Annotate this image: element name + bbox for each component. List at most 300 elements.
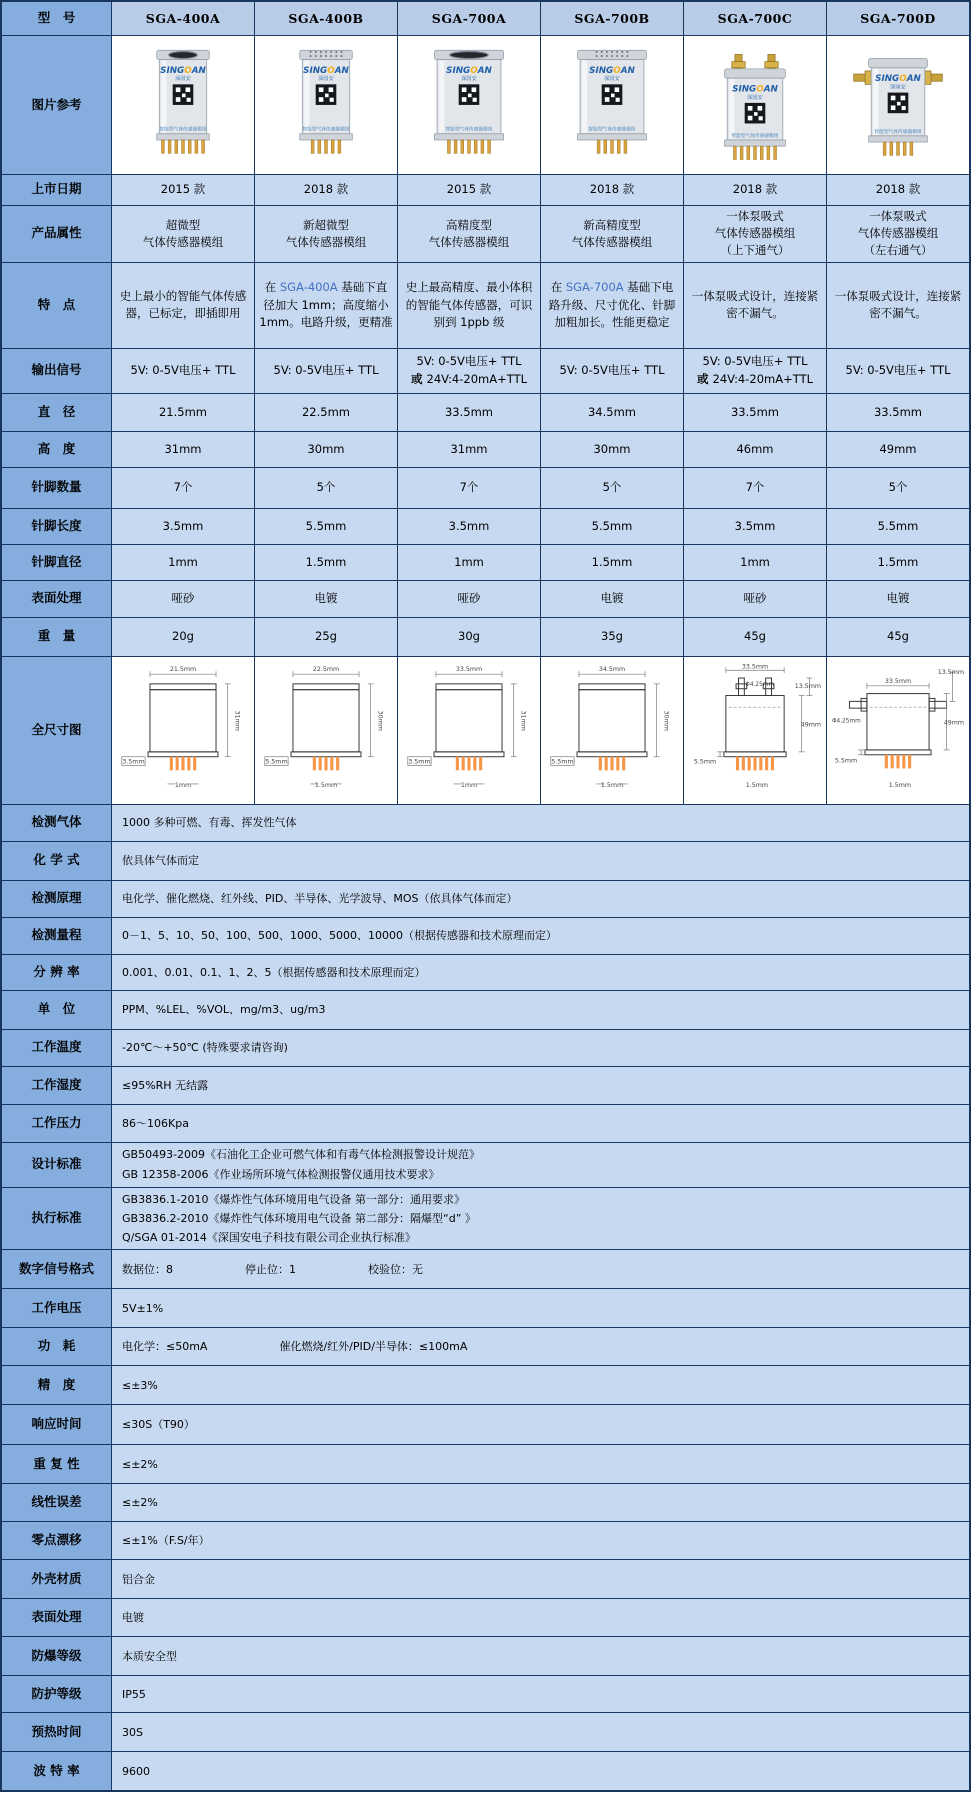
text-segment: 新超微型 — [303, 217, 349, 232]
cell-diameter-sga-700c — [684, 394, 827, 431]
row-accuracy — [2, 1366, 969, 1405]
text-segment: 哑砂 — [743, 591, 767, 605]
cell-pin-diameter-sga-700c — [684, 545, 827, 580]
text-segment: 或 — [696, 371, 713, 386]
cell-line — [846, 362, 951, 379]
cell-diameter-sga-400a — [112, 394, 255, 431]
value-resolution — [112, 955, 969, 990]
cell-line — [122, 1762, 150, 1781]
cell-line — [174, 479, 193, 496]
cell-line — [122, 926, 557, 945]
cell-line — [560, 362, 665, 379]
row-label-working-temperature — [2, 1030, 112, 1066]
cell-line — [688, 288, 822, 323]
svg-text:49mm: 49mm — [943, 719, 965, 727]
row-label-surface-treatment-6 — [2, 581, 112, 617]
row-label-text: 输出信号 — [31, 362, 82, 378]
cell-line — [122, 1299, 163, 1318]
dimension-diagram-sga-700d — [827, 657, 969, 804]
row-zero-drift — [2, 1522, 969, 1560]
cell-line — [592, 518, 633, 535]
cell-diameter-sga-400b — [255, 394, 398, 431]
cell-line — [286, 234, 367, 251]
text-segment: 7个 — [459, 480, 479, 494]
text-segment: 催化燃烧/红外/PID/半导体：≤100mA — [279, 1340, 468, 1354]
cell-line — [122, 1038, 288, 1057]
row-explosion-proof-grade — [2, 1637, 969, 1676]
row-digital-signal-format — [2, 1250, 969, 1289]
text-segment: 5V: 0-5V电压+ TTL — [559, 363, 665, 377]
row-preheat-time — [2, 1713, 969, 1752]
cell-line — [303, 217, 349, 234]
row-label-linearity-error — [2, 1484, 112, 1521]
svg-text:智能型气体传感器模组: 智能型气体传感器模组 — [302, 127, 350, 133]
text-segment: 2015 款 — [446, 182, 492, 197]
text-segment: 铝合金 — [122, 1572, 155, 1586]
row-surface-treatment-6 — [2, 581, 969, 618]
row-label-launch-date — [2, 175, 112, 205]
row-label-diameter — [2, 394, 112, 431]
cell-line — [592, 554, 633, 571]
value-zero-drift — [112, 1522, 969, 1559]
svg-text:34.5mm: 34.5mm — [598, 665, 626, 673]
cell-output-signal-sga-700b — [541, 349, 684, 393]
text-segment: 33.5mm — [444, 404, 493, 419]
row-label-protection-grade — [2, 1676, 112, 1712]
cell-product-attribute-sga-400a — [112, 206, 255, 262]
cell-line — [740, 554, 770, 571]
cell-product-attribute-sga-700c — [684, 206, 827, 262]
cell-line — [122, 1337, 467, 1356]
text-segment: 2015 款 — [160, 182, 206, 197]
cell-weight-sga-700d — [827, 618, 969, 656]
cell-weight-sga-400a — [112, 618, 255, 656]
value-working-voltage — [112, 1289, 969, 1327]
model-header-sga-400a: SGA-400A — [112, 2, 255, 35]
cell-output-signal-sga-700d — [827, 349, 969, 393]
cell-line — [460, 479, 479, 496]
cell-line — [317, 479, 336, 496]
row-label-zero-drift — [2, 1522, 112, 1559]
cell-features-sga-700c — [684, 263, 827, 348]
text-segment: （左右通气） — [863, 243, 933, 258]
text-segment: 2018 款 — [732, 182, 778, 197]
svg-text:1mm: 1mm — [460, 781, 478, 789]
value-unit — [112, 991, 969, 1029]
row-label-accuracy — [2, 1366, 112, 1404]
svg-text:1.5mm: 1.5mm — [745, 781, 769, 789]
text-segment: ≤±2% — [122, 1496, 158, 1510]
row-label-text: 预热时间 — [31, 1723, 82, 1739]
value-digital-signal-format — [112, 1250, 969, 1288]
row-label-preheat-time — [2, 1713, 112, 1751]
text-segment: ≤±1%（F.S/年） — [122, 1534, 210, 1548]
svg-text:深国安: 深国安 — [747, 94, 763, 101]
cell-line — [274, 362, 379, 379]
cell-line — [122, 1190, 465, 1209]
cell-line — [122, 813, 297, 832]
row-label-detect-range — [2, 918, 112, 954]
cell-line — [458, 590, 481, 607]
text-segment: 5个 — [888, 480, 908, 494]
dimension-drawing — [830, 660, 966, 801]
text-segment: 气体传感器模组 — [857, 226, 939, 241]
text-segment: 停止位：1 — [245, 1262, 296, 1276]
row-label-features — [2, 263, 112, 348]
model-header-sga-700c: SGA-700C — [684, 2, 827, 35]
cell-product-attribute-sga-700b — [541, 206, 684, 262]
value-response-time — [112, 1405, 969, 1444]
text-segment: 在 — [550, 280, 566, 295]
text-segment: 2018 款 — [875, 182, 921, 197]
svg-text:33.5mm: 33.5mm — [884, 677, 912, 685]
cell-line — [572, 234, 653, 251]
row-label-detect-gas — [2, 805, 112, 841]
cell-line — [731, 404, 779, 421]
text-segment: 24V:4-20mA+TTL — [426, 371, 527, 386]
cell-features-sga-700b — [541, 263, 684, 348]
row-label-text: 精 度 — [37, 1376, 76, 1392]
text-segment: 哑砂 — [171, 591, 195, 605]
cell-line — [402, 279, 536, 331]
value-chemical-formula — [112, 842, 969, 880]
row-label-text: 响应时间 — [31, 1416, 82, 1432]
text-segment: 30mm — [593, 441, 631, 456]
svg-text:智能型气体传感器模组: 智能型气体传感器模组 — [874, 129, 922, 135]
text-segment: GB3836.2-2010《爆炸性气体环境用电气设备 第二部分：隔爆型“d” 》 — [122, 1211, 476, 1225]
text-segment: 30mm — [307, 441, 345, 456]
cell-line — [715, 225, 796, 242]
cell-line — [172, 628, 194, 645]
text-segment: 新高精度型 — [583, 217, 641, 232]
value-detect-principle — [112, 881, 969, 917]
cell-line — [864, 242, 933, 259]
cell-line — [302, 404, 350, 421]
value-surface-treatment — [112, 1599, 969, 1636]
row-label-text: 分 辨 率 — [33, 963, 80, 979]
product-photo-illustration — [258, 39, 394, 171]
svg-text:1.5mm: 1.5mm — [314, 781, 338, 789]
cell-line — [122, 1260, 423, 1279]
row-label-digital-signal-format — [2, 1250, 112, 1288]
row-label-text: 上市日期 — [31, 181, 82, 197]
cell-line — [122, 1608, 144, 1627]
row-label-text: 全尺寸图 — [31, 721, 82, 737]
cell-line — [143, 234, 224, 251]
text-segment: 电化学：≤50mA — [122, 1340, 208, 1354]
row-label-pin-diameter — [2, 545, 112, 580]
dimension-diagram-sga-400a — [112, 657, 255, 804]
row-label-baud-rate — [2, 1752, 112, 1790]
text-segment: 86～106Kpa — [122, 1116, 189, 1130]
svg-text:智能型气体传感器模组: 智能型气体传感器模组 — [588, 127, 636, 133]
cell-line — [697, 371, 813, 388]
text-segment: ≤95%RH 无结露 — [122, 1078, 209, 1092]
cell-line — [122, 1493, 158, 1512]
text-segment: 或 — [410, 371, 427, 386]
row-working-voltage — [2, 1289, 969, 1328]
svg-text:3.5mm: 3.5mm — [122, 758, 145, 766]
row-label-text: 针脚长度 — [31, 517, 82, 533]
cell-launch-date-sga-400b — [255, 175, 398, 205]
text-segment: 高精度型 — [446, 217, 492, 232]
row-label-text: 工作压力 — [31, 1114, 82, 1130]
text-segment: Q/SGA 01-2014《深国安电子科技有限公司企业执行标准》 — [122, 1231, 416, 1245]
row-label-text: 零点漂移 — [31, 1532, 82, 1548]
cell-line — [417, 353, 522, 370]
cell-pin-diameter-sga-700b — [541, 545, 684, 580]
text-segment: 数据位：8 — [122, 1262, 173, 1276]
row-label-product-attribute — [2, 206, 112, 262]
value-power-consumption — [112, 1328, 969, 1365]
svg-text:5.5mm: 5.5mm — [834, 757, 858, 765]
value-detect-gas — [112, 805, 969, 841]
svg-text:5.5mm: 5.5mm — [693, 758, 717, 766]
cell-surface-treatment-6-sga-700c — [684, 581, 827, 617]
text-segment: 7个 — [173, 480, 193, 494]
text-segment: 45g — [744, 629, 766, 643]
product-photo-illustration — [115, 39, 251, 171]
cell-diameter-sga-700b — [541, 394, 684, 431]
svg-text:SINGOAN: SINGOAN — [875, 74, 921, 85]
text-segment: 31mm — [450, 441, 488, 456]
row-label-pin-length — [2, 509, 112, 544]
cell-line — [703, 353, 808, 370]
cell-height-sga-400a — [112, 432, 255, 467]
svg-text:5.5mm: 5.5mm — [551, 758, 574, 766]
cell-line — [122, 963, 425, 982]
text-segment: 5.5mm — [305, 518, 347, 533]
cell-line — [131, 362, 236, 379]
cell-line — [122, 1647, 177, 1666]
cell-features-sga-700a — [398, 263, 541, 348]
cell-product-attribute-sga-400b — [255, 206, 398, 262]
dimension-diagram-sga-700b — [541, 657, 684, 804]
cell-height-sga-700c — [684, 432, 827, 467]
text-segment: 气体传感器模组 — [571, 234, 653, 249]
text-segment: （上下通气） — [720, 243, 790, 258]
cell-pin-count-sga-400b — [255, 468, 398, 508]
cell-line — [736, 441, 773, 458]
text-segment: 35g — [601, 629, 623, 643]
cell-line — [122, 889, 517, 908]
row-label-text: 表面处理 — [31, 590, 82, 606]
dimension-drawing — [687, 660, 823, 801]
cell-weight-sga-400b — [255, 618, 398, 656]
text-segment: 哑砂 — [457, 591, 481, 605]
row-label-execution-standard — [2, 1188, 112, 1250]
row-weight — [2, 618, 969, 657]
row-diameter — [2, 394, 969, 432]
cell-diameter-sga-700a — [398, 394, 541, 431]
cell-line — [122, 1415, 195, 1434]
cell-line — [122, 1228, 416, 1247]
row-working-temperature — [2, 1030, 969, 1067]
cell-line — [447, 181, 491, 198]
cell-line — [168, 554, 198, 571]
text-segment: 气体传感器模组 — [714, 226, 796, 241]
value-explosion-proof-grade — [112, 1637, 969, 1675]
text-segment: GB50493-2009《石油化工企业可燃气体和有毒气体检测报警设计规范》 — [122, 1148, 481, 1162]
product-photo-sga-700a — [398, 36, 541, 174]
value-accuracy — [112, 1366, 969, 1404]
row-working-pressure — [2, 1105, 969, 1143]
cell-line — [878, 518, 919, 535]
row-label-response-time — [2, 1405, 112, 1444]
cell-line — [172, 590, 195, 607]
cell-output-signal-sga-400b — [255, 349, 398, 393]
row-label-text: 针脚直径 — [31, 553, 82, 569]
cell-line — [122, 1376, 158, 1395]
text-segment: 本质安全型 — [122, 1649, 177, 1663]
cell-launch-date-sga-700d — [827, 175, 969, 205]
text-segment: 0－1、5、10、50、100、500、1000、5000、10000（根据传感器和技术原理而定） — [122, 929, 557, 942]
row-label-working-voltage — [2, 1289, 112, 1327]
cell-features-sga-700d — [827, 263, 969, 348]
svg-text:30mm: 30mm — [662, 710, 670, 731]
cell-launch-date-sga-700a — [398, 175, 541, 205]
cell-line — [869, 208, 927, 225]
value-working-pressure — [112, 1105, 969, 1142]
cell-pin-diameter-sga-400b — [255, 545, 398, 580]
cell-line — [122, 1145, 480, 1164]
svg-text:深国安: 深国安 — [318, 76, 334, 83]
cell-weight-sga-700c — [684, 618, 827, 656]
row-label-output-signal — [2, 349, 112, 393]
text-segment: 基础下直径加大 1mm；高度缩小 1mm。电路升级，更精准 — [259, 280, 393, 329]
text-segment: SGA-700A — [565, 280, 624, 295]
row-image-reference — [2, 36, 969, 175]
svg-text:1mm: 1mm — [174, 781, 192, 789]
cell-line — [887, 628, 909, 645]
text-segment: 22.5mm — [301, 404, 350, 419]
cell-line — [588, 404, 636, 421]
value-working-temperature — [112, 1030, 969, 1066]
row-model-header — [2, 2, 969, 36]
text-segment: 依具体气体而定 — [122, 854, 199, 867]
text-segment: 一体泵吸式 — [726, 208, 784, 223]
cell-line — [876, 181, 920, 198]
svg-text:33.5mm: 33.5mm — [741, 662, 769, 670]
model-header-sga-700d: SGA-700D — [827, 2, 969, 35]
svg-text:33.5mm: 33.5mm — [455, 665, 483, 673]
svg-text:5.5mm: 5.5mm — [265, 758, 288, 766]
text-segment: 33.5mm — [730, 404, 779, 419]
svg-text:SINGOAN: SINGOAN — [303, 65, 349, 76]
product-photo-illustration — [544, 39, 680, 171]
text-segment: 5.5mm — [591, 518, 633, 533]
svg-text:智能型气体传感器模组: 智能型气体传感器模组 — [445, 127, 493, 133]
text-segment: 25g — [315, 629, 337, 643]
product-photo-sga-700b — [541, 36, 684, 174]
text-segment: PPM、%LEL、%VOL、mg/m3、ug/m3 — [122, 1003, 326, 1016]
row-unit — [2, 991, 969, 1030]
cell-height-sga-700b — [541, 432, 684, 467]
row-label-text: 化 学 式 — [33, 852, 80, 868]
svg-text:Φ4.25mm: Φ4.25mm — [831, 718, 861, 725]
row-shell-material — [2, 1560, 969, 1599]
text-segment: 46mm — [736, 441, 774, 456]
row-linearity-error — [2, 1484, 969, 1522]
svg-text:31mm: 31mm — [233, 710, 241, 731]
cell-pin-diameter-sga-700d — [827, 545, 969, 580]
text-segment: 在 — [264, 280, 280, 295]
text-segment: 33.5mm — [873, 404, 922, 419]
row-label-text: 型 号 — [37, 10, 76, 26]
cell-line — [122, 851, 199, 870]
svg-text:Φ4.25mm: Φ4.25mm — [745, 681, 775, 688]
text-segment: 电化学、催化燃烧、红外线、PID、半导体、光学波导、MOS（依具体气体而定） — [122, 892, 518, 905]
text-segment: 5个 — [602, 480, 622, 494]
text-segment: 20g — [172, 629, 194, 643]
dimension-drawing — [544, 660, 680, 801]
cell-pin-diameter-sga-700a — [398, 545, 541, 580]
row-label-chemical-formula — [2, 842, 112, 880]
row-label-text: 检测气体 — [31, 814, 82, 830]
row-label-text: 单 位 — [37, 1001, 76, 1017]
text-segment: 5V: 0-5V电压+ TTL — [845, 363, 951, 377]
cell-line — [307, 441, 344, 458]
text-segment: GB 12358-2006《作业场所环境气体检测报警仪通用技术要求》 — [122, 1167, 440, 1181]
text-segment: 电镀 — [886, 591, 910, 605]
cell-line — [726, 208, 784, 225]
svg-text:31mm: 31mm — [519, 710, 527, 731]
row-label-text: 针脚数量 — [31, 479, 82, 495]
cell-surface-treatment-6-sga-400b — [255, 581, 398, 617]
cell-height-sga-400b — [255, 432, 398, 467]
text-segment: 气体传感器模组 — [428, 234, 510, 249]
row-label-design-standard — [2, 1143, 112, 1187]
cell-line — [603, 479, 622, 496]
cell-product-attribute-sga-700d — [827, 206, 969, 262]
row-label-text: 产品属性 — [31, 225, 82, 241]
row-label-text: 特 点 — [37, 296, 76, 312]
cell-line — [122, 1209, 476, 1228]
svg-text:21.5mm: 21.5mm — [169, 665, 197, 673]
cell-line — [887, 590, 910, 607]
cell-pin-length-sga-700a — [398, 509, 541, 544]
cell-pin-length-sga-700d — [827, 509, 969, 544]
cell-line — [889, 479, 908, 496]
text-segment: 3.5mm — [162, 518, 204, 533]
row-height — [2, 432, 969, 468]
row-pin-diameter — [2, 545, 969, 581]
dimension-diagram-sga-400b — [255, 657, 398, 804]
model-header-sga-700b: SGA-700B — [541, 2, 684, 35]
row-label-text: 工作湿度 — [31, 1076, 82, 1092]
cell-line — [306, 518, 347, 535]
cell-line — [122, 1114, 189, 1133]
row-label-text: 检测原理 — [31, 890, 82, 906]
text-segment: 0.001、0.01、0.1、1、2、5（根据传感器和技术原理而定） — [122, 965, 426, 979]
row-baud-rate — [2, 1752, 969, 1790]
svg-text:智能型气体传感器模组: 智能型气体传感器模组 — [159, 127, 207, 133]
cell-surface-treatment-6-sga-700b — [541, 581, 684, 617]
svg-text:22.5mm: 22.5mm — [312, 665, 340, 673]
cell-weight-sga-700b — [541, 618, 684, 656]
row-label-height — [2, 432, 112, 467]
text-segment: -20℃～+50℃ (特殊要求请咨询) — [122, 1041, 288, 1054]
row-label-explosion-proof-grade — [2, 1637, 112, 1675]
product-photo-sga-700c — [684, 36, 827, 174]
cell-line — [450, 441, 487, 458]
row-label-text: 重 复 性 — [33, 1455, 80, 1471]
text-segment: 34.5mm — [587, 404, 636, 419]
cell-line — [746, 479, 765, 496]
text-segment: 24V:4-20mA+TTL — [712, 371, 813, 386]
row-detect-range — [2, 918, 969, 955]
cell-pin-diameter-sga-400a — [112, 545, 255, 580]
